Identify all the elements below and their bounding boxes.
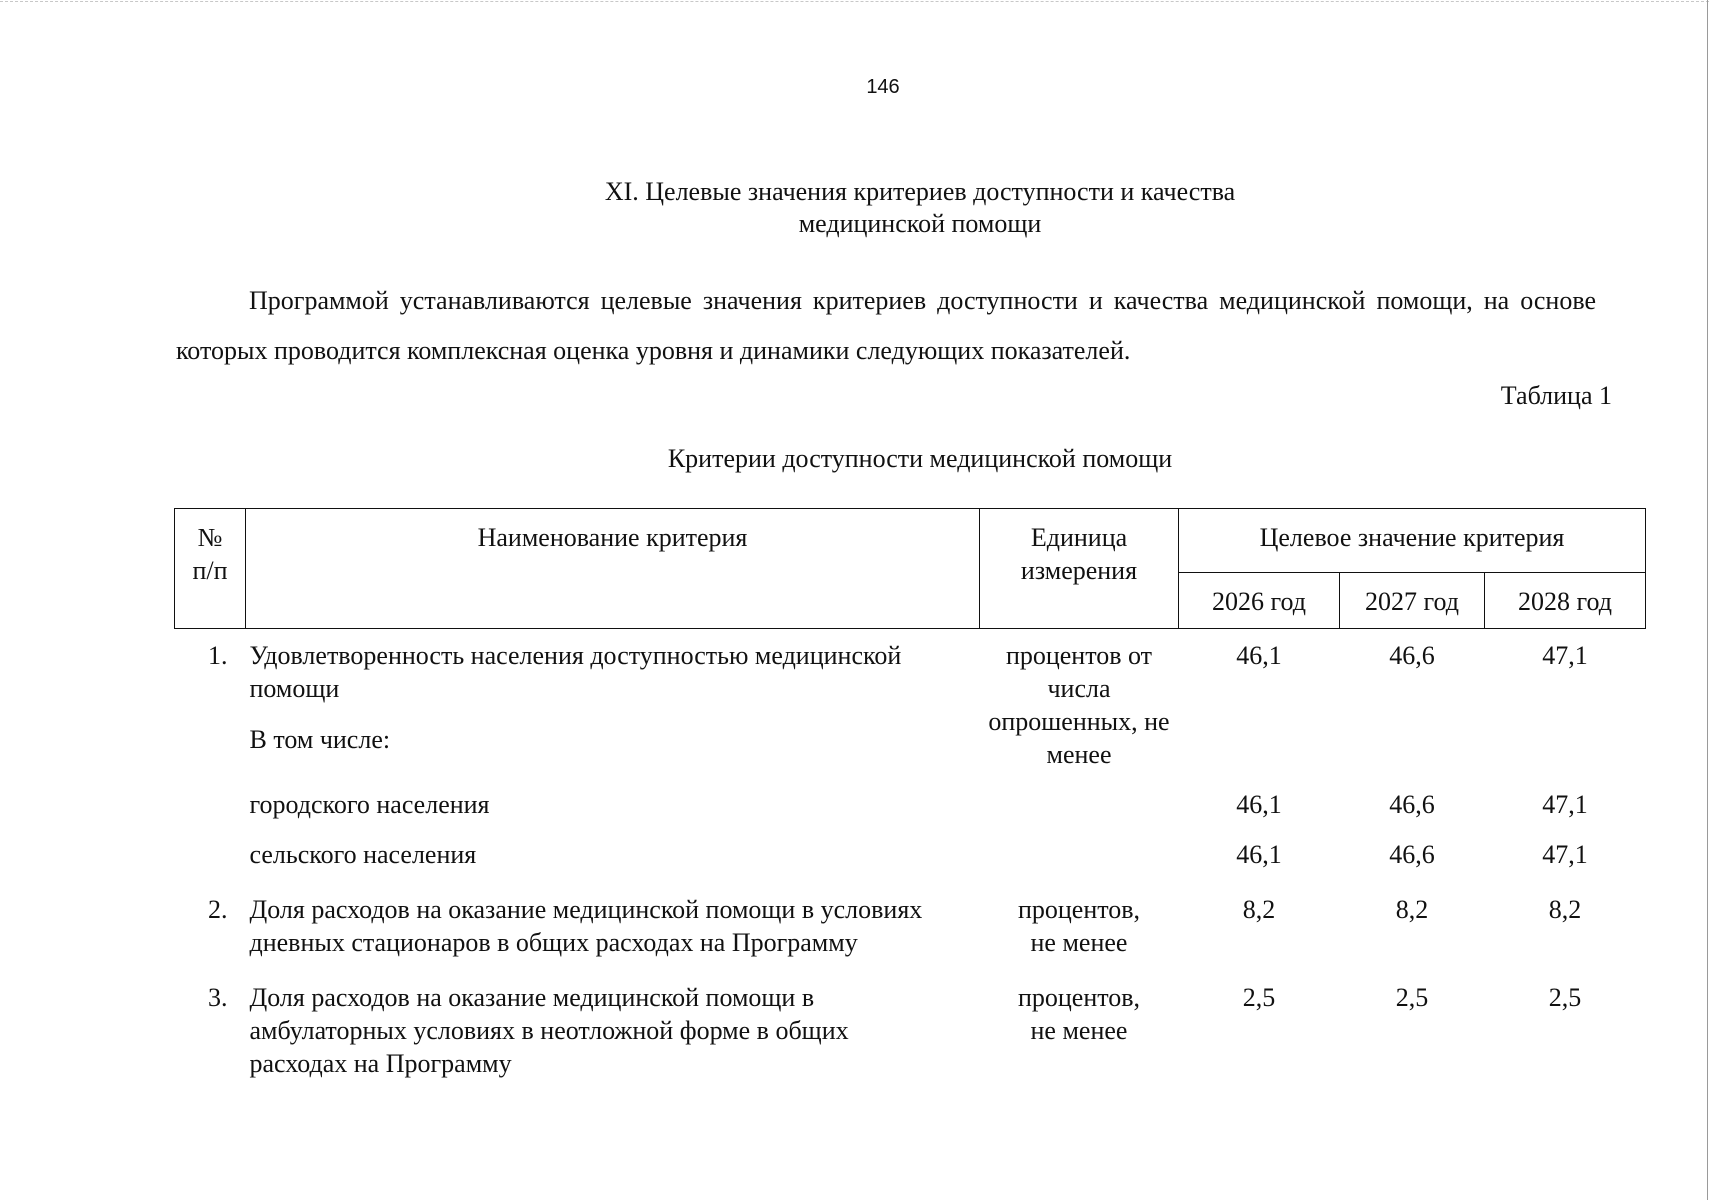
row-value-2028: 8,2 [1548, 895, 1582, 924]
scan-edge-right [1707, 0, 1708, 1200]
row-unit: процентов, не менее [1017, 983, 1141, 1045]
row-value-2026: 8,2 [1242, 895, 1276, 924]
table-caption: Критерии доступности медицинской помощи [667, 444, 1173, 473]
row-value-2028: 47,1 [1542, 840, 1588, 869]
header-year-2027: 2027 год [1340, 573, 1485, 629]
row-name: Доля расходов на оказание медицинской помощи в условиях дневных стационаров в общих расходах на Программу [249, 895, 923, 957]
row-number: 1. [208, 641, 228, 670]
row-number [175, 821, 246, 871]
header-unit: Единица измерения [980, 509, 1179, 629]
row-value-2027: 46,6 [1389, 641, 1435, 670]
header-year-2028: 2028 год [1485, 573, 1646, 629]
section-title-line-2: медицинской помощи [798, 209, 1042, 238]
header-row [175, 509, 1646, 573]
row-name: сельского населения [249, 840, 477, 869]
table-row [175, 871, 1646, 959]
row-unit [980, 821, 1179, 871]
row-unit: процентов, не менее [1017, 895, 1141, 957]
row-value-2028: 47,1 [1542, 790, 1588, 819]
row-number: 2. [208, 895, 228, 924]
row-value-2027: 46,6 [1389, 840, 1435, 869]
row-value-2026: 46,1 [1236, 790, 1282, 819]
row-name: городского населения [249, 790, 490, 819]
table-row [175, 771, 1646, 821]
page-number: 146 [866, 76, 900, 98]
row-name-text: Удовлетворенность населения доступностью медицинской помощи [249, 641, 902, 703]
row-value-2027: 2,5 [1395, 983, 1429, 1012]
header-name: Наименование критерия [246, 509, 980, 629]
table-row [175, 821, 1646, 871]
header-target: Целевое значение критерия [1179, 509, 1646, 573]
row-unit: процентов от числа опрошенных, не менее [988, 641, 1170, 769]
row-value-2026: 2,5 [1242, 983, 1276, 1012]
scan-edge-top [0, 1, 1709, 2]
row-name: Доля расходов на оказание медицинской помощи в амбулаторных условиях в неотложной форме в общих расходах на Программу [249, 983, 849, 1078]
row-value-2026: 46,1 [1236, 840, 1282, 869]
row-number [175, 771, 246, 821]
row-value-2026: 46,1 [1236, 641, 1282, 670]
intro-paragraph: Программой устанавливаются целевые значения критериев доступности и качества медицинской помощи, на основе которых проводится комплексная оценка уровня и динамики следующих показателей. [176, 286, 1596, 365]
table-row [175, 629, 1646, 772]
section-title-line-1: XI. Целевые значения критериев доступности и качества [604, 177, 1236, 206]
row-value-2027: 8,2 [1395, 895, 1429, 924]
row-name [246, 629, 980, 772]
table-row [175, 959, 1646, 1080]
section-title [470, 176, 1370, 240]
row-value-2027: 46,6 [1389, 790, 1435, 819]
header-number: № п/п [175, 509, 246, 629]
row-unit [980, 771, 1179, 821]
row-note: В том числе: [249, 725, 391, 754]
table-label: Таблица 1 [1500, 381, 1612, 410]
row-number: 3. [208, 983, 228, 1012]
criteria-table [174, 508, 1646, 1080]
row-value-2028: 47,1 [1542, 641, 1588, 670]
row-value-2028: 2,5 [1548, 983, 1582, 1012]
header-year-2026: 2026 год [1179, 573, 1340, 629]
